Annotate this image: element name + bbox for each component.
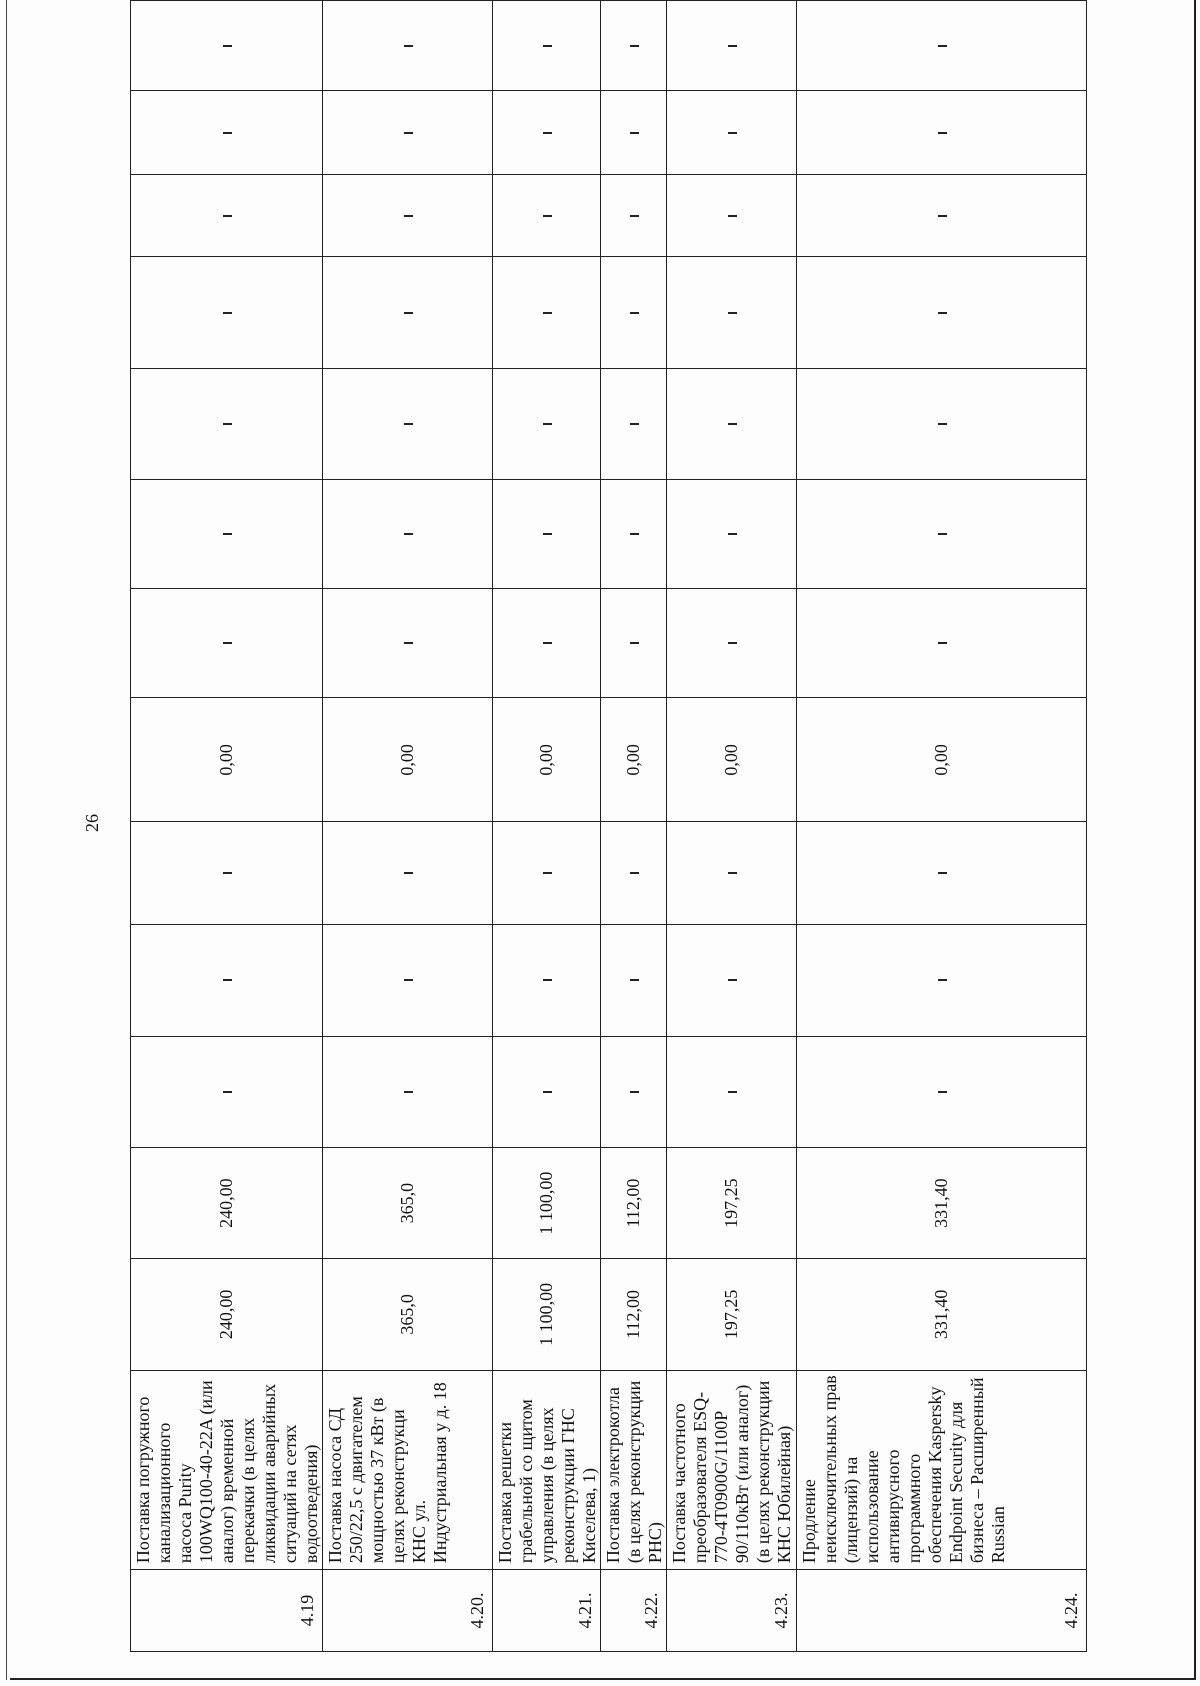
dash-mark xyxy=(630,45,639,47)
dash-mark xyxy=(223,533,232,535)
dash-mark xyxy=(728,979,737,981)
empty-value-cell xyxy=(667,1,797,91)
empty-value-cell xyxy=(493,1,601,91)
dash-mark xyxy=(223,642,232,644)
dash-mark xyxy=(630,872,639,874)
dash-mark xyxy=(404,45,413,47)
row-number: 4.24. xyxy=(797,1570,1087,1652)
row-number: 4.21. xyxy=(493,1570,601,1652)
empty-value-cell xyxy=(323,175,493,257)
dash-mark xyxy=(630,533,639,535)
dash-mark xyxy=(938,45,947,47)
dash-mark xyxy=(543,642,552,644)
table-body xyxy=(131,1,1087,1652)
empty-value-cell xyxy=(601,1,667,91)
amount-cell: 0,00 xyxy=(493,698,601,822)
dash-mark xyxy=(543,45,552,47)
dash-mark xyxy=(728,642,737,644)
empty-value-cell xyxy=(131,1036,323,1147)
dash-mark xyxy=(223,872,232,874)
empty-value-cell xyxy=(493,91,601,175)
dash-mark xyxy=(543,979,552,981)
empty-value-cell xyxy=(323,925,493,1036)
empty-value-cell xyxy=(601,822,667,925)
empty-value-cell xyxy=(667,175,797,257)
dash-mark xyxy=(938,533,947,535)
empty-value-cell xyxy=(797,822,1087,925)
empty-value-cell xyxy=(493,368,601,479)
dash-mark xyxy=(223,979,232,981)
dash-mark xyxy=(630,979,639,981)
empty-value-cell xyxy=(797,91,1087,175)
dash-mark xyxy=(223,45,232,47)
dash-mark xyxy=(728,45,737,47)
empty-value-cell xyxy=(323,257,493,368)
item-description: Поставка насоса СД 250/22,5 с двигателем мощностью 37 кВт (в целях реконструкци КНС ул. Индустриальная у д. 18 xyxy=(323,1370,493,1570)
empty-value-cell xyxy=(797,480,1087,589)
dash-mark xyxy=(938,872,947,874)
item-description: Продление неисключительных прав (лицензий) на использование антивирусного программного обеспечения Kaspersky Endpoint Security для бизнеса – Расширенный Russian xyxy=(797,1370,1087,1570)
dash-mark xyxy=(543,423,552,425)
empty-value-cell xyxy=(797,1,1087,91)
dash-mark xyxy=(404,132,413,134)
dash-mark xyxy=(728,215,737,217)
dash-mark xyxy=(728,1091,737,1093)
dash-mark xyxy=(630,1091,639,1093)
table-row xyxy=(797,1,1087,1652)
dash-mark xyxy=(404,215,413,217)
amount-cell: 365,0 xyxy=(323,1147,493,1258)
amount-cell: 1 100,00 xyxy=(493,1259,601,1370)
dash-mark xyxy=(728,312,737,314)
empty-value-cell xyxy=(797,925,1087,1036)
empty-value-cell xyxy=(131,822,323,925)
amount-cell: 331,40 xyxy=(797,1259,1087,1370)
dash-mark xyxy=(223,215,232,217)
empty-value-cell xyxy=(131,589,323,698)
empty-value-cell xyxy=(131,1,323,91)
empty-value-cell xyxy=(667,1036,797,1147)
dash-mark xyxy=(938,1091,947,1093)
empty-value-cell xyxy=(797,175,1087,257)
empty-value-cell xyxy=(797,257,1087,368)
dash-mark xyxy=(728,872,737,874)
empty-value-cell xyxy=(601,91,667,175)
amount-cell: 0,00 xyxy=(667,698,797,822)
empty-value-cell xyxy=(493,480,601,589)
dash-mark xyxy=(404,979,413,981)
empty-value-cell xyxy=(667,925,797,1036)
empty-value-cell xyxy=(323,589,493,698)
amount-cell: 112,00 xyxy=(601,1259,667,1370)
row-number: 4.19 xyxy=(131,1570,323,1652)
dash-mark xyxy=(938,979,947,981)
dash-mark xyxy=(543,312,552,314)
empty-value-cell xyxy=(323,480,493,589)
dash-mark xyxy=(938,423,947,425)
dash-mark xyxy=(630,215,639,217)
empty-value-cell xyxy=(323,91,493,175)
row-number: 4.23. xyxy=(667,1570,797,1652)
amount-cell: 240,00 xyxy=(131,1147,323,1258)
dash-mark xyxy=(543,215,552,217)
empty-value-cell xyxy=(323,1,493,91)
amount-cell: 0,00 xyxy=(131,698,323,822)
amount-cell: 1 100,00 xyxy=(493,1147,601,1258)
empty-value-cell xyxy=(493,257,601,368)
empty-value-cell xyxy=(131,91,323,175)
empty-value-cell xyxy=(131,257,323,368)
empty-value-cell xyxy=(601,368,667,479)
amount-cell: 197,25 xyxy=(667,1147,797,1258)
empty-value-cell xyxy=(493,175,601,257)
empty-value-cell xyxy=(601,1036,667,1147)
page-left-edge xyxy=(6,0,7,1680)
empty-value-cell xyxy=(667,822,797,925)
dash-mark xyxy=(404,533,413,535)
empty-value-cell xyxy=(667,589,797,698)
empty-value-cell xyxy=(131,925,323,1036)
dash-mark xyxy=(630,423,639,425)
dash-mark xyxy=(728,132,737,134)
empty-value-cell xyxy=(667,257,797,368)
empty-value-cell xyxy=(493,589,601,698)
empty-value-cell xyxy=(667,91,797,175)
dash-mark xyxy=(938,132,947,134)
empty-value-cell xyxy=(323,822,493,925)
amount-cell: 240,00 xyxy=(131,1259,323,1370)
empty-value-cell xyxy=(667,480,797,589)
dash-mark xyxy=(223,1091,232,1093)
dash-mark xyxy=(223,423,232,425)
dash-mark xyxy=(223,132,232,134)
table-row xyxy=(323,1,493,1652)
dash-mark xyxy=(404,312,413,314)
dash-mark xyxy=(543,132,552,134)
amount-cell: 112,00 xyxy=(601,1147,667,1258)
dash-mark xyxy=(543,533,552,535)
dash-mark xyxy=(728,423,737,425)
dash-mark xyxy=(630,132,639,134)
item-description: Поставка погружного канализационного насоса Purity 100WQ100-40-22A (или аналог) временной перекачки (в целях ликвидации аварийных ситуаций на сетях водоотведения) xyxy=(131,1370,323,1570)
dash-mark xyxy=(404,872,413,874)
dash-mark xyxy=(630,312,639,314)
dash-mark xyxy=(938,312,947,314)
dash-mark xyxy=(630,642,639,644)
empty-value-cell xyxy=(797,1036,1087,1147)
dash-mark xyxy=(938,215,947,217)
empty-value-cell xyxy=(493,925,601,1036)
item-description: Поставка частотного преобразователя ESQ-770-4T0900G/1100P 90/110кВт (или аналог) (в целях реконструкции КНС Юбилейная) xyxy=(667,1370,797,1570)
table-row xyxy=(493,1,601,1652)
empty-value-cell xyxy=(601,925,667,1036)
item-description: Поставка электрокотла (в целях реконструкции РНС) xyxy=(601,1370,667,1570)
empty-value-cell xyxy=(601,589,667,698)
empty-value-cell xyxy=(131,480,323,589)
dash-mark xyxy=(938,642,947,644)
amount-cell: 0,00 xyxy=(797,698,1087,822)
dash-mark xyxy=(404,1091,413,1093)
budget-table xyxy=(130,0,1087,1652)
empty-value-cell xyxy=(131,368,323,479)
amount-cell: 0,00 xyxy=(601,698,667,822)
page-number: 26 xyxy=(82,814,102,832)
dash-mark xyxy=(543,872,552,874)
amount-cell: 331,40 xyxy=(797,1147,1087,1258)
table-row xyxy=(131,1,323,1652)
empty-value-cell xyxy=(601,175,667,257)
empty-value-cell xyxy=(797,368,1087,479)
row-number: 4.20. xyxy=(323,1570,493,1652)
dash-mark xyxy=(223,312,232,314)
empty-value-cell xyxy=(323,1036,493,1147)
empty-value-cell xyxy=(493,1036,601,1147)
row-number: 4.22. xyxy=(601,1570,667,1652)
empty-value-cell xyxy=(323,368,493,479)
amount-cell: 365,0 xyxy=(323,1259,493,1370)
empty-value-cell xyxy=(601,480,667,589)
item-description: Поставка решетки грабельной со щитом управления (в целях реконструкции ГНС Киселева, 1) xyxy=(493,1370,601,1570)
dash-mark xyxy=(543,1091,552,1093)
dash-mark xyxy=(728,533,737,535)
amount-cell: 197,25 xyxy=(667,1259,797,1370)
empty-value-cell xyxy=(797,589,1087,698)
amount-cell: 0,00 xyxy=(323,698,493,822)
empty-value-cell xyxy=(493,822,601,925)
table-row xyxy=(667,1,797,1652)
empty-value-cell xyxy=(667,368,797,479)
empty-value-cell xyxy=(601,257,667,368)
table-row xyxy=(601,1,667,1652)
dash-mark xyxy=(404,642,413,644)
empty-value-cell xyxy=(131,175,323,257)
dash-mark xyxy=(404,423,413,425)
rotated-table-sheet xyxy=(130,0,1080,1652)
